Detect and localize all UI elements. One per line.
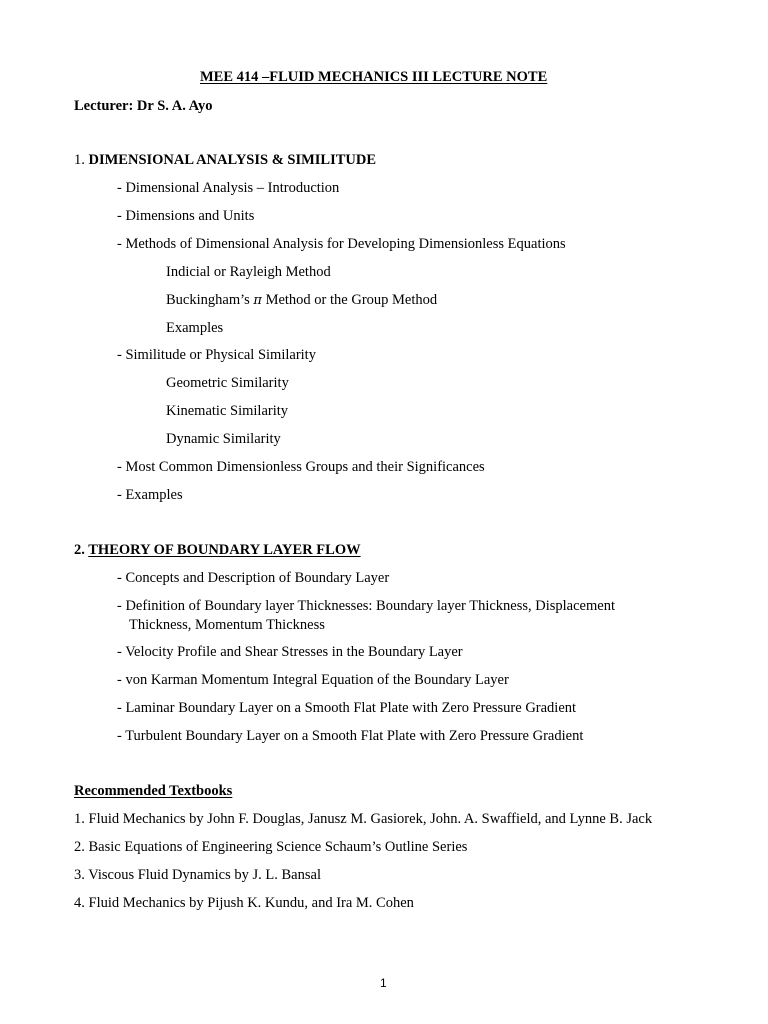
list-subitem: [166, 291, 437, 310]
section-2-title: THEORY OF BOUNDARY LAYER FLOW: [88, 542, 361, 558]
list-item-continuation: Thickness, Momentum Thickness: [129, 617, 325, 633]
textbook-item: 3. Viscous Fluid Dynamics by J. L. Bansal: [74, 867, 321, 883]
list-item: - Definition of Boundary layer Thicknesses: Boundary layer Thickness, Displacement: [117, 598, 615, 614]
textbook-item: 2. Basic Equations of Engineering Science Schaum’s Outline Series: [74, 839, 468, 855]
section-2-number: 2.: [74, 542, 89, 558]
section-1-heading: [74, 151, 376, 169]
list-item: - Concepts and Description of Boundary Layer: [117, 570, 390, 586]
textbook-item: 4. Fluid Mechanics by Pijush K. Kundu, and Ira M. Cohen: [74, 895, 414, 911]
textbook-item: 1. Fluid Mechanics by John F. Douglas, Janusz M. Gasiorek, John. A. Swaffield, and Lynne B. Jack: [74, 811, 653, 827]
list-subitem: Kinematic Similarity: [166, 403, 289, 419]
list-item: - Examples: [117, 487, 183, 503]
list-item: - Laminar Boundary Layer on a Smooth Flat Plate with Zero Pressure Gradient: [117, 700, 577, 716]
list-item: - Velocity Profile and Shear Stresses in the Boundary Layer: [117, 644, 463, 660]
list-item: - Dimensions and Units: [117, 208, 255, 224]
page-number: 1: [380, 976, 387, 990]
list-subitem: Indicial or Rayleigh Method: [166, 264, 331, 280]
list-subitem: Examples: [166, 320, 224, 336]
document-title: MEE 414 –FLUID MECHANICS III LECTURE NOTE: [200, 69, 548, 85]
list-subitem: Geometric Similarity: [166, 375, 289, 391]
textbooks-heading: Recommended Textbooks: [74, 783, 233, 799]
lecturer-line: Lecturer: Dr S. A. Ayo: [74, 98, 213, 114]
list-item: - Turbulent Boundary Layer on a Smooth Flat Plate with Zero Pressure Gradient: [117, 728, 584, 744]
pi-symbol: π: [253, 293, 262, 308]
buckingham-text: Buckingham’s: [166, 292, 254, 308]
group-method-text: Method or the Group Method: [261, 292, 438, 308]
list-item: - von Karman Momentum Integral Equation of the Boundary Layer: [117, 672, 509, 688]
section-1-number: 1.: [74, 152, 89, 168]
section-2-heading: [74, 541, 361, 559]
list-subitem: Dynamic Similarity: [166, 431, 281, 447]
list-item: - Similitude or Physical Similarity: [117, 347, 316, 363]
list-item: - Most Common Dimensionless Groups and their Significances: [117, 459, 485, 475]
list-item: - Dimensional Analysis – Introduction: [117, 180, 340, 196]
section-1-title: DIMENSIONAL ANALYSIS & SIMILITUDE: [88, 152, 377, 168]
list-item: - Methods of Dimensional Analysis for Developing Dimensionless Equations: [117, 236, 566, 252]
